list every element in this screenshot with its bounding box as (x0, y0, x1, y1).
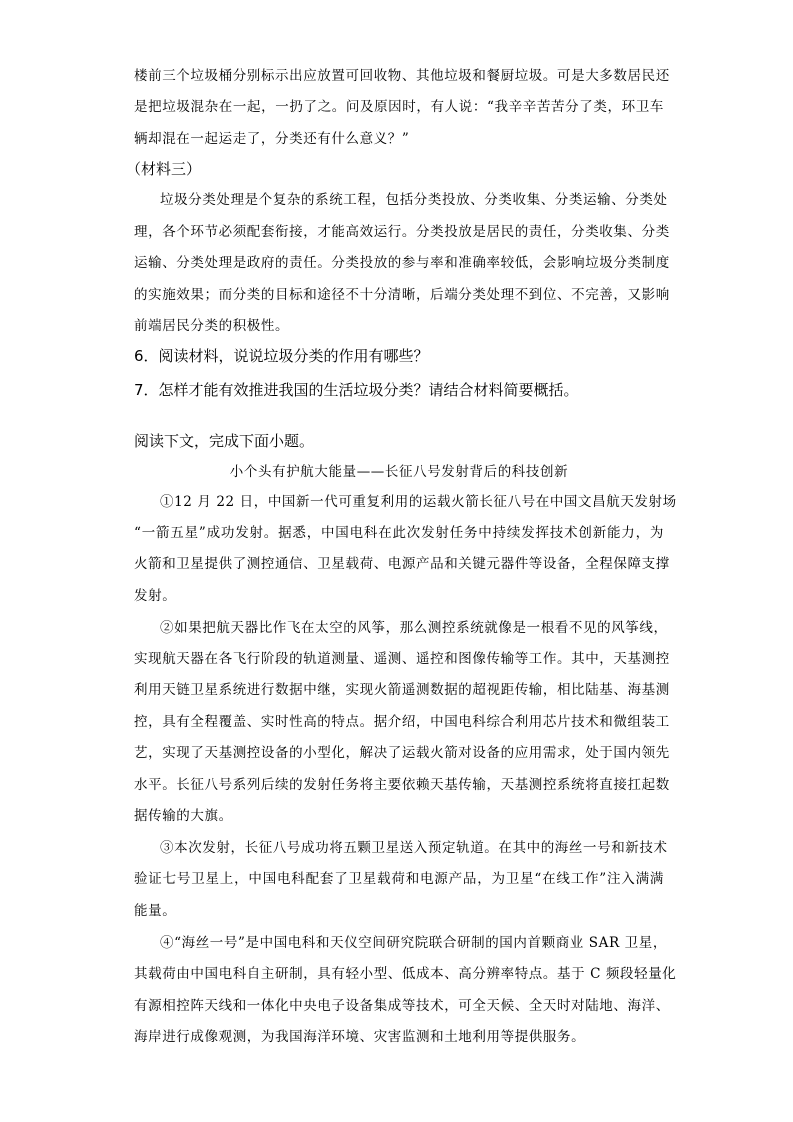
paragraph1-line-2: “一箭五星”成功发射。据悉，中国电科在此次发射任务中持续发挥技术创新能力，为 (134, 525, 664, 541)
paragraph2-line-3: 利用天链卫星系统进行数据中继，实现火箭遥测数据的超视距传输，相比陆基、海基测 (134, 682, 670, 698)
material3-heading: （材料三） (126, 160, 202, 178)
paragraph4-line-2: 其载荷由中国电科自主研制，具有轻小型、低成本、高分辨率特点。基于 C 频段轻量化 (134, 966, 677, 982)
material3-line-4: 的实施效果；而分类的目标和途径不十分清晰，后端分类处理不到位、不完善，又影响 (134, 287, 670, 303)
paragraph1-line-4: 发射。 (134, 588, 177, 604)
paragraph3-line-1: ③本次发射，长征八号成功将五颗卫星送入预定轨道。在其中的海丝一号和新技术 (160, 840, 668, 856)
material2-line-3: 辆却混在一起运走了，分类还有什么意义？” (134, 131, 410, 147)
question-6: 6．阅读材料，说说垃圾分类的作用有哪些？ (134, 347, 429, 365)
paragraph4-line-1: ④“海丝一号”是中国电科和天仪空间研究院联合研制的国内首颗商业 SAR 卫星， (160, 935, 667, 951)
paragraph4-line-4: 海岸进行成像观测，为我国海洋环境、灾害监测和土地利用等提供服务。 (134, 1029, 586, 1045)
reading-intro: 阅读下文，完成下面小题。 (134, 432, 315, 450)
paragraph2-line-6: 水平。长征八号系列后续的发射任务将主要依赖天基传输，天基测控系统将直接扛起数 (134, 777, 670, 793)
paragraph2-line-1: ②如果把航天器比作飞在太空的风筝，那么测控系统就像是一根看不见的风筝线， (160, 620, 668, 636)
material3-line-1: 垃圾分类处理是个复杂的系统工程，包括分类投放、分类收集、分类运输、分类处 (160, 192, 668, 208)
paragraph1-line-3: 火箭和卫星提供了测控通信、卫星载荷、电源产品和关键元器件等设备，全程保障支撑 (134, 556, 670, 572)
paragraph1-line-1: ①12 月 22 日，中国新一代可重复利用的运载火箭长征八号在中国文昌航天发射场 (160, 494, 677, 510)
paragraph2-line-2: 实现航天器在各飞行阶段的轨道测量、遥测、遥控和图像传输等工作。其中，天基测控 (134, 651, 670, 667)
paragraph3-line-2: 验证七号卫星上，中国电科配套了卫星载荷和电源产品，为卫星“在线工作”注入满满 (134, 871, 664, 887)
question-7: 7．怎样才能有效推进我国的生活垃圾分类？请结合材料简要概括。 (134, 381, 579, 399)
paragraph4-line-3: 有源相控阵天线和一体化中央电子设备集成等技术，可全天候、全天时对陆地、海洋、 (134, 998, 670, 1014)
paragraph2-line-5: 艺，实现了天基测控设备的小型化，解决了运载火箭对设备的应用需求，处于国内领先 (134, 745, 670, 761)
material2-line-1: 楼前三个垃圾桶分别标示出应放置可回收物、其他垃圾和餐厨垃圾。可是大多数居民还 (134, 68, 670, 84)
material3-line-2: 理，各个环节必须配套衔接，才能高效运行。分类投放是居民的责任，分类收集、分类 (134, 224, 670, 240)
material2-line-2: 是把垃圾混杂在一起，一扔了之。问及原因时，有人说：“我辛辛苦苦分了类，环卫车 (134, 99, 664, 115)
paragraph2-line-7: 据传输的大旗。 (134, 808, 233, 824)
material3-line-5: 前端居民分类的积极性。 (134, 318, 290, 334)
paragraph3-line-3: 能量。 (134, 903, 177, 919)
paragraph2-line-4: 控，具有全程覆盖、实时性高的特点。据介绍，中国电科综合利用芯片技术和微组装工 (134, 714, 670, 730)
material3-line-3: 运输、分类处理是政府的责任。分类投放的参与率和准确率较低，会影响垃圾分类制度 (134, 255, 670, 271)
article-title: 小个头有护航大能量——长征八号发射背后的科技创新 (229, 464, 569, 480)
